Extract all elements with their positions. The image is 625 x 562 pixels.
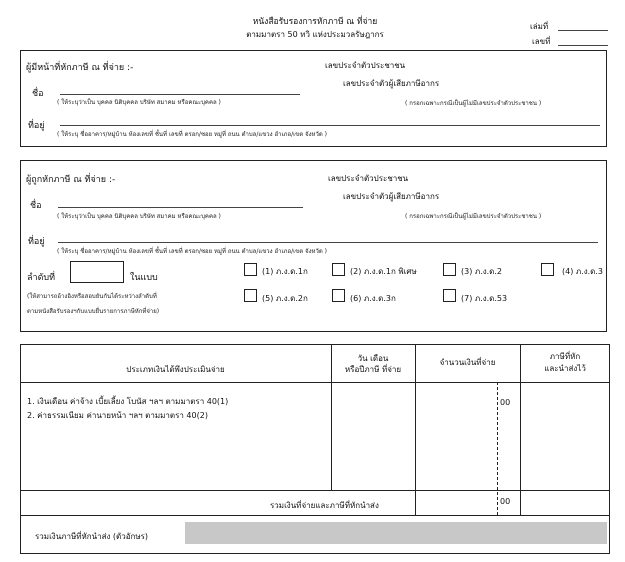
col-date-header-2: หรือปีภาษี ที่จ่าย	[344, 365, 402, 374]
form-pnd1k-special-checkbox[interactable]	[332, 263, 345, 276]
col-tax-header-2: และนำส่งไว้	[544, 364, 586, 373]
table-total-divider	[20, 515, 610, 516]
form-pnd3k-label: (6) ภ.ง.ด.3ก	[350, 294, 396, 303]
row-2-label: 2. ค่าธรรมเนียม ค่านายหน้า ฯลฯ ตามมาตรา 40(2)	[27, 411, 208, 420]
form-label: ในแบบ	[130, 273, 158, 283]
form-pnd2-label: (3) ภ.ง.ด.2	[461, 267, 502, 276]
col-divider-2	[415, 344, 416, 515]
row-1-label: 1. เงินเดือน ค่าจ้าง เบี้ยเลี้ยง โบนัส ฯลฯ ตามมาตรา 40(1)	[27, 397, 229, 406]
form-pnd3k-checkbox[interactable]	[332, 289, 345, 302]
payer-name-label: ชื่อ	[32, 89, 44, 99]
book-no-field[interactable]	[558, 30, 608, 31]
payer-section-title: ผู้มีหน้าที่หักภาษี ณ ที่จ่าย :-	[26, 63, 134, 73]
seq-hint-1: (ให้สามารถอ้างอิงหรือสอบยันกันได้ระหว่างลำดับที่	[27, 293, 157, 300]
table-header-divider	[20, 382, 610, 383]
book-no-label: เล่มที่	[530, 22, 549, 31]
payer-name-field[interactable]	[60, 94, 300, 95]
document-title: หนังสือรับรองการหักภาษี ณ ที่จ่าย	[252, 17, 378, 27]
col-type-header: ประเภทเงินได้พึงประเมินจ่าย	[126, 365, 225, 374]
payee-name-hint: ( ให้ระบุว่าเป็น บุคคล นิติบุคคล บริษัท สมาคม หรือคณะบุคคล )	[57, 213, 221, 220]
col-date-header-1: วัน เดือน	[357, 354, 389, 363]
document-subtitle: ตามมาตรา 50 ทวิ แห่งประมวลรัษฎากร	[246, 30, 384, 39]
row-1-amount[interactable]: 00	[500, 398, 511, 407]
form-pnd2k-checkbox[interactable]	[244, 289, 257, 302]
total-tax-text-label: รวมเงินภาษีที่หักนำส่ง (ตัวอักษร)	[35, 532, 149, 541]
form-pnd53-checkbox[interactable]	[443, 289, 456, 302]
payee-address-label: ที่อยู่	[28, 237, 45, 247]
payer-tax-id-label: เลขประจำตัวผู้เสียภาษีอากร	[343, 79, 440, 88]
total-tax-text-field[interactable]	[185, 522, 607, 544]
payer-address-label: ที่อยู่	[28, 121, 45, 131]
col-tax-header-1: ภาษีที่หัก	[549, 352, 581, 361]
payer-tax-id-hint: ( กรอกเฉพาะกรณีเป็นผู้ไม่มีเลขประจำตัวประชาชน )	[405, 100, 542, 107]
payee-address-hint: ( ให้ระบุ ชื่ออาคาร/หมู่บ้าน ห้องเลขที่ ชั้นที่ เลขที่ ตรอก/ซอย หมู่ที่ ถนน ตำบล/แขวง อำเภอ/เขต จังหวัด )	[57, 248, 327, 255]
payee-address-field[interactable]	[58, 242, 598, 243]
form-pnd53-label: (7) ภ.ง.ด.53	[461, 294, 508, 303]
doc-no-field[interactable]	[558, 45, 608, 46]
payer-name-hint: ( ให้ระบุว่าเป็น บุคคล นิติบุคคล บริษัท สมาคม หรือคณะบุคคล )	[57, 99, 221, 106]
payer-citizen-id-label: เลขประจำตัวประชาชน	[325, 61, 406, 70]
form-pnd1k-special-label: (2) ภ.ง.ด.1ก พิเศษ	[350, 267, 417, 276]
payee-name-label: ชื่อ	[30, 201, 42, 211]
payer-address-hint: ( ให้ระบุ ชื่ออาคาร/หมู่บ้าน ห้องเลขที่ ชั้นที่ เลขที่ ตรอก/ซอย หมู่ที่ ถนน ตำบล/แขวง อำเภอ/เขต จังหวัด )	[57, 131, 327, 138]
doc-no-label: เลขที่	[532, 37, 551, 46]
payee-citizen-id-label: เลขประจำตัวประชาชน	[328, 174, 409, 183]
form-pnd1k-label: (1) ภ.ง.ด.1ก	[262, 267, 308, 276]
amount-decimal-divider	[497, 382, 498, 515]
seq-hint-2: ตามหนังสือรับรองฯกับแบบยื่นรายการภาษีหักที่จ่าย)	[27, 308, 160, 315]
form-pnd2-checkbox[interactable]	[443, 263, 456, 276]
payee-name-field[interactable]	[58, 207, 303, 208]
col-amount-header: จำนวนเงินที่จ่าย	[439, 358, 496, 367]
form-pnd3-label: (4) ภ.ง.ด.3	[562, 267, 603, 276]
table-body-divider	[20, 490, 610, 491]
form-pnd3-checkbox[interactable]	[541, 263, 554, 276]
payee-section-title: ผู้ถูกหักภาษี ณ ที่จ่าย :-	[26, 175, 116, 185]
payee-tax-id-hint: ( กรอกเฉพาะกรณีเป็นผู้ไม่มีเลขประจำตัวประชาชน )	[405, 213, 542, 220]
seq-input[interactable]	[70, 261, 124, 283]
total-label: รวมเงินที่จ่ายและภาษีที่หักนำส่ง	[270, 501, 379, 510]
payee-tax-id-label: เลขประจำตัวผู้เสียภาษีอากร	[343, 192, 440, 201]
seq-label: ลำดับที่	[27, 273, 56, 283]
payer-address-field[interactable]	[60, 125, 600, 126]
total-amount[interactable]: 00	[500, 497, 511, 506]
form-pnd1k-checkbox[interactable]	[244, 263, 257, 276]
form-pnd2k-label: (5) ภ.ง.ด.2ก	[262, 294, 308, 303]
